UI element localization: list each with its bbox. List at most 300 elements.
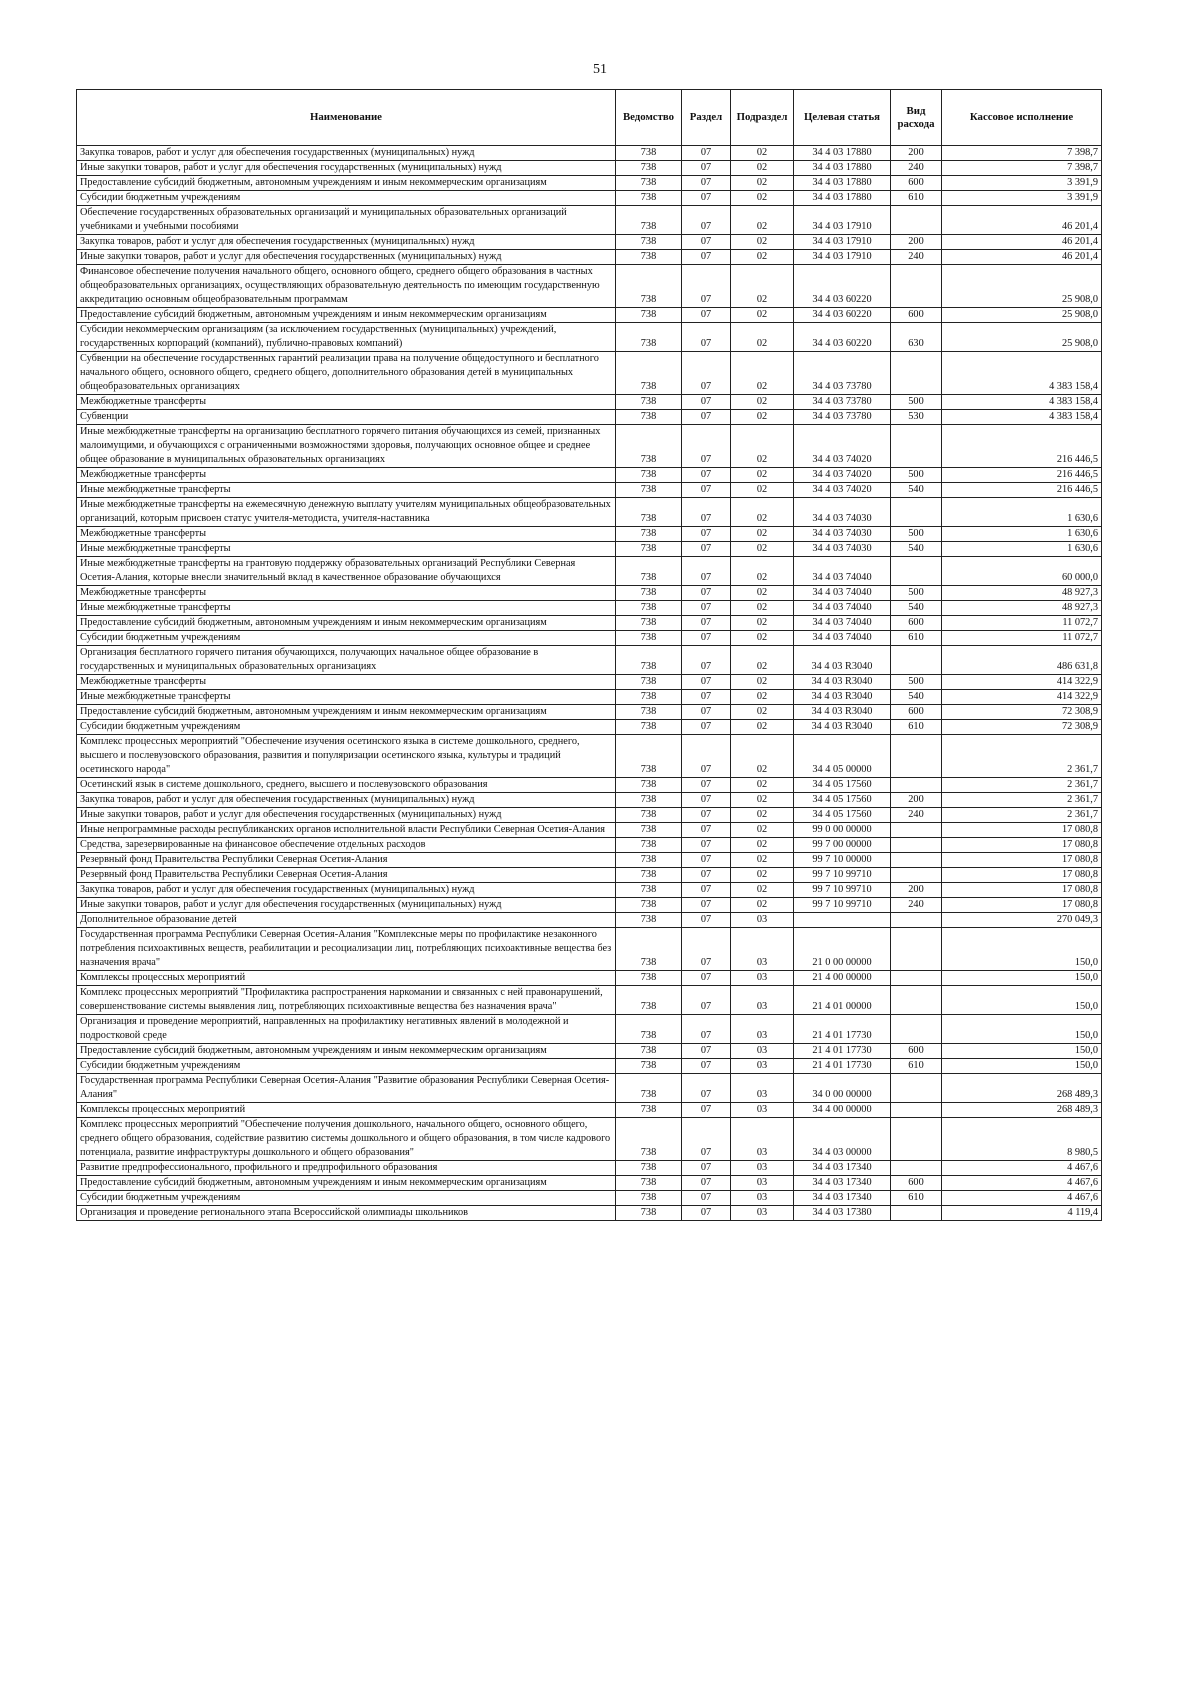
table-row bbox=[77, 161, 1102, 176]
cell-target-article: 34 4 03 17340 bbox=[794, 1176, 891, 1191]
cell-name: Предоставление субсидий бюджетным, автономным учреждениям и иным некоммерческим организациям bbox=[77, 176, 616, 191]
cell-target-article: 34 4 03 17880 bbox=[794, 176, 891, 191]
cell-cash-execution: 17 080,8 bbox=[942, 868, 1102, 883]
cell-name: Финансовое обеспечение получения начального общего, основного общего, среднего общего образования в частных общеобразовательных организациях, осуществляющих образовательную деятельность по имеющим государственную аккредитацию основным общеобразовательным программам bbox=[77, 265, 616, 308]
cell-name: Межбюджетные трансферты bbox=[77, 586, 616, 601]
cell-target-article: 34 4 03 73780 bbox=[794, 395, 891, 410]
cell-expense-type: 600 bbox=[891, 705, 942, 720]
table-row bbox=[77, 793, 1102, 808]
cell-expense-type bbox=[891, 986, 942, 1015]
table-row bbox=[77, 616, 1102, 631]
cell-expense-type: 200 bbox=[891, 883, 942, 898]
cell-target-article: 34 4 03 73780 bbox=[794, 410, 891, 425]
cell-subsection: 02 bbox=[731, 557, 794, 586]
cell-cash-execution: 150,0 bbox=[942, 1059, 1102, 1074]
cell-expense-type: 240 bbox=[891, 250, 942, 265]
cell-department: 738 bbox=[616, 913, 682, 928]
cell-cash-execution: 268 489,3 bbox=[942, 1103, 1102, 1118]
cell-expense-type: 610 bbox=[891, 1191, 942, 1206]
cell-cash-execution: 2 361,7 bbox=[942, 778, 1102, 793]
cell-target-article: 21 0 00 00000 bbox=[794, 928, 891, 971]
table-row bbox=[77, 468, 1102, 483]
cell-department: 738 bbox=[616, 1059, 682, 1074]
cell-section: 07 bbox=[682, 1118, 731, 1161]
cell-department: 738 bbox=[616, 1118, 682, 1161]
cell-expense-type: 500 bbox=[891, 468, 942, 483]
table-row bbox=[77, 690, 1102, 705]
cell-cash-execution: 150,0 bbox=[942, 971, 1102, 986]
table-row bbox=[77, 1074, 1102, 1103]
cell-department: 738 bbox=[616, 616, 682, 631]
cell-target-article: 21 4 01 17730 bbox=[794, 1059, 891, 1074]
cell-name: Закупка товаров, работ и услуг для обеспечения государственных (муниципальных) нужд bbox=[77, 235, 616, 250]
cell-target-article: 34 4 03 17880 bbox=[794, 191, 891, 206]
cell-subsection: 02 bbox=[731, 410, 794, 425]
cell-target-article: 99 7 10 00000 bbox=[794, 853, 891, 868]
cell-target-article: 34 4 03 74040 bbox=[794, 616, 891, 631]
cell-subsection: 02 bbox=[731, 483, 794, 498]
cell-expense-type bbox=[891, 1161, 942, 1176]
cell-cash-execution: 8 980,5 bbox=[942, 1118, 1102, 1161]
cell-name: Предоставление субсидий бюджетным, автономным учреждениям и иным некоммерческим организациям bbox=[77, 616, 616, 631]
cell-target-article: 34 4 03 74020 bbox=[794, 425, 891, 468]
table-row bbox=[77, 1191, 1102, 1206]
cell-target-article: 21 4 00 00000 bbox=[794, 971, 891, 986]
cell-target-article: 34 4 03 74040 bbox=[794, 557, 891, 586]
cell-section: 07 bbox=[682, 557, 731, 586]
cell-section: 07 bbox=[682, 542, 731, 557]
cell-section: 07 bbox=[682, 898, 731, 913]
cell-section: 07 bbox=[682, 1176, 731, 1191]
cell-department: 738 bbox=[616, 928, 682, 971]
cell-section: 07 bbox=[682, 1015, 731, 1044]
cell-target-article bbox=[794, 913, 891, 928]
cell-department: 738 bbox=[616, 1176, 682, 1191]
cell-expense-type: 610 bbox=[891, 191, 942, 206]
cell-subsection: 02 bbox=[731, 395, 794, 410]
cell-subsection: 02 bbox=[731, 823, 794, 838]
cell-subsection: 02 bbox=[731, 646, 794, 675]
cell-cash-execution: 4 467,6 bbox=[942, 1161, 1102, 1176]
cell-expense-type: 600 bbox=[891, 1044, 942, 1059]
cell-name: Иные закупки товаров, работ и услуг для обеспечения государственных (муниципальных) нужд bbox=[77, 898, 616, 913]
cell-name: Государственная программа Республики Северная Осетия-Алания "Развитие образования Республики Северная Осетия-Алания" bbox=[77, 1074, 616, 1103]
cell-department: 738 bbox=[616, 838, 682, 853]
cell-section: 07 bbox=[682, 1074, 731, 1103]
cell-department: 738 bbox=[616, 176, 682, 191]
cell-target-article: 34 4 05 17560 bbox=[794, 793, 891, 808]
table-row bbox=[77, 735, 1102, 778]
cell-expense-type bbox=[891, 1074, 942, 1103]
table-row bbox=[77, 928, 1102, 971]
cell-expense-type bbox=[891, 823, 942, 838]
cell-cash-execution: 4 467,6 bbox=[942, 1176, 1102, 1191]
cell-subsection: 02 bbox=[731, 586, 794, 601]
cell-cash-execution: 150,0 bbox=[942, 928, 1102, 971]
cell-subsection: 02 bbox=[731, 250, 794, 265]
cell-subsection: 03 bbox=[731, 928, 794, 971]
cell-department: 738 bbox=[616, 720, 682, 735]
cell-target-article: 99 7 10 99710 bbox=[794, 883, 891, 898]
cell-department: 738 bbox=[616, 793, 682, 808]
table-row bbox=[77, 1161, 1102, 1176]
cell-name: Иные межбюджетные трансферты bbox=[77, 690, 616, 705]
cell-subsection: 03 bbox=[731, 913, 794, 928]
cell-expense-type bbox=[891, 971, 942, 986]
cell-section: 07 bbox=[682, 1059, 731, 1074]
cell-section: 07 bbox=[682, 265, 731, 308]
cell-subsection: 03 bbox=[731, 1074, 794, 1103]
cell-cash-execution: 270 049,3 bbox=[942, 913, 1102, 928]
cell-target-article: 21 4 01 17730 bbox=[794, 1044, 891, 1059]
table-row bbox=[77, 1059, 1102, 1074]
cell-section: 07 bbox=[682, 1206, 731, 1221]
cell-subsection: 03 bbox=[731, 971, 794, 986]
cell-subsection: 02 bbox=[731, 793, 794, 808]
cell-cash-execution: 150,0 bbox=[942, 1015, 1102, 1044]
cell-department: 738 bbox=[616, 1103, 682, 1118]
header-section: Раздел bbox=[682, 90, 731, 146]
cell-department: 738 bbox=[616, 146, 682, 161]
cell-section: 07 bbox=[682, 1161, 731, 1176]
cell-subsection: 02 bbox=[731, 191, 794, 206]
table-row bbox=[77, 206, 1102, 235]
cell-department: 738 bbox=[616, 898, 682, 913]
cell-section: 07 bbox=[682, 235, 731, 250]
cell-section: 07 bbox=[682, 527, 731, 542]
cell-section: 07 bbox=[682, 735, 731, 778]
table-row bbox=[77, 823, 1102, 838]
cell-name: Межбюджетные трансферты bbox=[77, 675, 616, 690]
cell-section: 07 bbox=[682, 176, 731, 191]
cell-name: Иные межбюджетные трансферты bbox=[77, 542, 616, 557]
cell-name: Дополнительное образование детей bbox=[77, 913, 616, 928]
cell-expense-type bbox=[891, 735, 942, 778]
cell-department: 738 bbox=[616, 705, 682, 720]
table-row bbox=[77, 868, 1102, 883]
cell-subsection: 02 bbox=[731, 601, 794, 616]
cell-subsection: 02 bbox=[731, 265, 794, 308]
cell-department: 738 bbox=[616, 250, 682, 265]
cell-section: 07 bbox=[682, 808, 731, 823]
cell-subsection: 02 bbox=[731, 616, 794, 631]
cell-subsection: 02 bbox=[731, 778, 794, 793]
cell-section: 07 bbox=[682, 250, 731, 265]
cell-name: Иные межбюджетные трансферты на ежемесячную денежную выплату учителям муниципальных общеобразовательных организаций, которым присвоен статус учителя-методиста, учителя-наставника bbox=[77, 498, 616, 527]
cell-name: Межбюджетные трансферты bbox=[77, 395, 616, 410]
cell-expense-type: 540 bbox=[891, 690, 942, 705]
cell-name: Иные межбюджетные трансферты на организацию бесплатного горячего питания обучающихся из семей, признанных малоимущими, и обучающихся с ограниченными возможностями здоровья, получающих основное общее и среднее общее образование в муниципальных образовательных организациях bbox=[77, 425, 616, 468]
cell-subsection: 03 bbox=[731, 1059, 794, 1074]
header-target-article: Целевая статья bbox=[794, 90, 891, 146]
table-row bbox=[77, 1103, 1102, 1118]
cell-department: 738 bbox=[616, 1044, 682, 1059]
table-row bbox=[77, 720, 1102, 735]
cell-cash-execution: 3 391,9 bbox=[942, 176, 1102, 191]
cell-section: 07 bbox=[682, 395, 731, 410]
table-row bbox=[77, 705, 1102, 720]
cell-department: 738 bbox=[616, 425, 682, 468]
cell-name: Организация бесплатного горячего питания обучающихся, получающих начальное общее образование в государственных и муниципальных образовательных организациях bbox=[77, 646, 616, 675]
cell-name: Предоставление субсидий бюджетным, автономным учреждениям и иным некоммерческим организациям bbox=[77, 705, 616, 720]
cell-name: Иные межбюджетные трансферты на грантовую поддержку образовательных организаций Республики Северная Осетия-Алания, которые внесли значительный вклад в качественное образование обучающихся bbox=[77, 557, 616, 586]
cell-expense-type bbox=[891, 928, 942, 971]
cell-section: 07 bbox=[682, 646, 731, 675]
cell-department: 738 bbox=[616, 323, 682, 352]
table-row bbox=[77, 883, 1102, 898]
cell-department: 738 bbox=[616, 235, 682, 250]
cell-section: 07 bbox=[682, 793, 731, 808]
table-header-row bbox=[77, 90, 1102, 146]
cell-section: 07 bbox=[682, 616, 731, 631]
cell-cash-execution: 1 630,6 bbox=[942, 498, 1102, 527]
cell-subsection: 02 bbox=[731, 425, 794, 468]
cell-expense-type: 600 bbox=[891, 616, 942, 631]
cell-cash-execution: 216 446,5 bbox=[942, 468, 1102, 483]
cell-subsection: 02 bbox=[731, 705, 794, 720]
cell-target-article: 21 4 01 00000 bbox=[794, 986, 891, 1015]
cell-expense-type bbox=[891, 1118, 942, 1161]
cell-subsection: 02 bbox=[731, 498, 794, 527]
table-row bbox=[77, 1176, 1102, 1191]
table-row bbox=[77, 631, 1102, 646]
cell-section: 07 bbox=[682, 146, 731, 161]
cell-section: 07 bbox=[682, 352, 731, 395]
budget-execution-table bbox=[76, 89, 1102, 1221]
cell-department: 738 bbox=[616, 352, 682, 395]
cell-expense-type: 500 bbox=[891, 586, 942, 601]
table-row bbox=[77, 308, 1102, 323]
cell-section: 07 bbox=[682, 601, 731, 616]
cell-subsection: 03 bbox=[731, 1118, 794, 1161]
cell-section: 07 bbox=[682, 675, 731, 690]
cell-expense-type bbox=[891, 1206, 942, 1221]
table-row bbox=[77, 265, 1102, 308]
cell-section: 07 bbox=[682, 191, 731, 206]
cell-cash-execution: 2 361,7 bbox=[942, 735, 1102, 778]
cell-department: 738 bbox=[616, 601, 682, 616]
cell-cash-execution: 11 072,7 bbox=[942, 631, 1102, 646]
cell-expense-type bbox=[891, 1103, 942, 1118]
cell-expense-type bbox=[891, 853, 942, 868]
cell-department: 738 bbox=[616, 410, 682, 425]
cell-name: Резервный фонд Правительства Республики Северная Осетия-Алания bbox=[77, 868, 616, 883]
cell-expense-type: 540 bbox=[891, 542, 942, 557]
cell-target-article: 21 4 01 17730 bbox=[794, 1015, 891, 1044]
table-row bbox=[77, 176, 1102, 191]
table-body bbox=[77, 146, 1102, 1221]
table-row bbox=[77, 1044, 1102, 1059]
table-row bbox=[77, 250, 1102, 265]
cell-expense-type: 200 bbox=[891, 146, 942, 161]
cell-cash-execution: 46 201,4 bbox=[942, 235, 1102, 250]
cell-section: 07 bbox=[682, 838, 731, 853]
cell-name: Резервный фонд Правительства Республики Северная Осетия-Алания bbox=[77, 853, 616, 868]
cell-department: 738 bbox=[616, 868, 682, 883]
cell-target-article: 34 4 03 R3040 bbox=[794, 720, 891, 735]
cell-cash-execution: 17 080,8 bbox=[942, 823, 1102, 838]
table-row bbox=[77, 527, 1102, 542]
cell-cash-execution: 150,0 bbox=[942, 986, 1102, 1015]
table-row bbox=[77, 352, 1102, 395]
table-row bbox=[77, 1015, 1102, 1044]
cell-expense-type bbox=[891, 206, 942, 235]
cell-department: 738 bbox=[616, 557, 682, 586]
cell-section: 07 bbox=[682, 928, 731, 971]
cell-department: 738 bbox=[616, 586, 682, 601]
cell-target-article: 34 4 03 17340 bbox=[794, 1161, 891, 1176]
cell-subsection: 02 bbox=[731, 308, 794, 323]
cell-name: Закупка товаров, работ и услуг для обеспечения государственных (муниципальных) нужд bbox=[77, 793, 616, 808]
cell-section: 07 bbox=[682, 1103, 731, 1118]
cell-subsection: 02 bbox=[731, 206, 794, 235]
cell-cash-execution: 17 080,8 bbox=[942, 838, 1102, 853]
cell-department: 738 bbox=[616, 646, 682, 675]
cell-department: 738 bbox=[616, 206, 682, 235]
cell-cash-execution: 2 361,7 bbox=[942, 808, 1102, 823]
cell-name: Субвенции на обеспечение государственных гарантий реализации права на получение общедоступного и бесплатного начального общего, основного общего, среднего общего, дополнительного образования детей в муниципальных общеобразовательных организациях bbox=[77, 352, 616, 395]
cell-subsection: 03 bbox=[731, 986, 794, 1015]
cell-cash-execution: 3 391,9 bbox=[942, 191, 1102, 206]
table-row bbox=[77, 986, 1102, 1015]
table-row bbox=[77, 542, 1102, 557]
header-subsection: Подраздел bbox=[731, 90, 794, 146]
cell-expense-type: 600 bbox=[891, 1176, 942, 1191]
cell-cash-execution: 11 072,7 bbox=[942, 616, 1102, 631]
cell-cash-execution: 17 080,8 bbox=[942, 898, 1102, 913]
cell-target-article: 34 4 03 00000 bbox=[794, 1118, 891, 1161]
cell-cash-execution: 46 201,4 bbox=[942, 206, 1102, 235]
cell-expense-type: 540 bbox=[891, 601, 942, 616]
cell-subsection: 02 bbox=[731, 527, 794, 542]
cell-subsection: 02 bbox=[731, 898, 794, 913]
cell-expense-type: 530 bbox=[891, 410, 942, 425]
cell-target-article: 34 4 03 74020 bbox=[794, 483, 891, 498]
cell-target-article: 34 4 03 17380 bbox=[794, 1206, 891, 1221]
cell-subsection: 02 bbox=[731, 883, 794, 898]
cell-expense-type: 610 bbox=[891, 1059, 942, 1074]
cell-expense-type bbox=[891, 352, 942, 395]
cell-name: Государственная программа Республики Северная Осетия-Алания "Комплексные меры по профилактике незаконного потребления психоактивных веществ, реабилитации и ресоциализации лиц, потребляющих психоактивные вещества без назначения врача" bbox=[77, 928, 616, 971]
cell-name: Субсидии бюджетным учреждениям bbox=[77, 720, 616, 735]
cell-cash-execution: 25 908,0 bbox=[942, 323, 1102, 352]
cell-expense-type bbox=[891, 1015, 942, 1044]
cell-department: 738 bbox=[616, 690, 682, 705]
cell-department: 738 bbox=[616, 527, 682, 542]
cell-target-article: 34 4 03 73780 bbox=[794, 352, 891, 395]
cell-cash-execution: 46 201,4 bbox=[942, 250, 1102, 265]
cell-section: 07 bbox=[682, 631, 731, 646]
table-row bbox=[77, 1118, 1102, 1161]
cell-expense-type bbox=[891, 646, 942, 675]
cell-expense-type: 610 bbox=[891, 631, 942, 646]
cell-target-article: 34 4 03 60220 bbox=[794, 308, 891, 323]
cell-department: 738 bbox=[616, 971, 682, 986]
cell-department: 738 bbox=[616, 483, 682, 498]
cell-department: 738 bbox=[616, 675, 682, 690]
cell-target-article: 34 4 03 74030 bbox=[794, 527, 891, 542]
cell-section: 07 bbox=[682, 690, 731, 705]
cell-subsection: 02 bbox=[731, 468, 794, 483]
cell-cash-execution: 48 927,3 bbox=[942, 586, 1102, 601]
cell-department: 738 bbox=[616, 395, 682, 410]
cell-name: Организация и проведение регионального этапа Всероссийской олимпиады школьников bbox=[77, 1206, 616, 1221]
cell-subsection: 02 bbox=[731, 808, 794, 823]
cell-department: 738 bbox=[616, 1161, 682, 1176]
cell-department: 738 bbox=[616, 191, 682, 206]
cell-target-article: 34 4 03 17340 bbox=[794, 1191, 891, 1206]
cell-department: 738 bbox=[616, 1206, 682, 1221]
cell-cash-execution: 60 000,0 bbox=[942, 557, 1102, 586]
cell-target-article: 34 4 03 60220 bbox=[794, 323, 891, 352]
cell-expense-type: 240 bbox=[891, 161, 942, 176]
cell-subsection: 02 bbox=[731, 323, 794, 352]
table-row bbox=[77, 395, 1102, 410]
cell-target-article: 34 4 03 74030 bbox=[794, 542, 891, 557]
cell-cash-execution: 1 630,6 bbox=[942, 542, 1102, 557]
table-row bbox=[77, 601, 1102, 616]
cell-section: 07 bbox=[682, 868, 731, 883]
table-row bbox=[77, 235, 1102, 250]
cell-name: Субсидии бюджетным учреждениям bbox=[77, 1191, 616, 1206]
cell-cash-execution: 4 383 158,4 bbox=[942, 410, 1102, 425]
cell-department: 738 bbox=[616, 808, 682, 823]
cell-name: Организация и проведение мероприятий, направленных на профилактику негативных явлений в молодежной и подростковой среде bbox=[77, 1015, 616, 1044]
table-row bbox=[77, 838, 1102, 853]
cell-expense-type bbox=[891, 868, 942, 883]
cell-target-article: 99 7 00 00000 bbox=[794, 838, 891, 853]
cell-subsection: 03 bbox=[731, 1103, 794, 1118]
cell-expense-type: 610 bbox=[891, 720, 942, 735]
cell-section: 07 bbox=[682, 778, 731, 793]
cell-expense-type bbox=[891, 265, 942, 308]
cell-name: Комплекс процессных мероприятий "Обеспечение получения дошкольного, начального общего, основного общего, среднего общего образования, содействие развитию системы дошкольного и общего образования, в том числе кадрового потенциала, развитие инфраструктуры дошкольного и общего образования" bbox=[77, 1118, 616, 1161]
cell-target-article: 34 4 03 R3040 bbox=[794, 690, 891, 705]
table-row bbox=[77, 675, 1102, 690]
cell-expense-type: 240 bbox=[891, 898, 942, 913]
cell-cash-execution: 216 446,5 bbox=[942, 425, 1102, 468]
cell-section: 07 bbox=[682, 1044, 731, 1059]
table-row bbox=[77, 146, 1102, 161]
cell-section: 07 bbox=[682, 323, 731, 352]
header-cash-execution: Кассовое исполнение bbox=[942, 90, 1102, 146]
cell-expense-type bbox=[891, 498, 942, 527]
cell-cash-execution: 486 631,8 bbox=[942, 646, 1102, 675]
cell-name: Средства, зарезервированные на финансовое обеспечение отдельных расходов bbox=[77, 838, 616, 853]
cell-subsection: 03 bbox=[731, 1206, 794, 1221]
cell-cash-execution: 7 398,7 bbox=[942, 161, 1102, 176]
cell-expense-type: 630 bbox=[891, 323, 942, 352]
cell-target-article: 99 7 10 99710 bbox=[794, 868, 891, 883]
table-row bbox=[77, 425, 1102, 468]
cell-expense-type bbox=[891, 557, 942, 586]
cell-cash-execution: 17 080,8 bbox=[942, 853, 1102, 868]
cell-cash-execution: 4 383 158,4 bbox=[942, 395, 1102, 410]
cell-department: 738 bbox=[616, 883, 682, 898]
cell-target-article: 34 4 03 R3040 bbox=[794, 646, 891, 675]
cell-department: 738 bbox=[616, 823, 682, 838]
table-row bbox=[77, 323, 1102, 352]
cell-name: Закупка товаров, работ и услуг для обеспечения государственных (муниципальных) нужд bbox=[77, 146, 616, 161]
cell-target-article: 34 4 03 17910 bbox=[794, 250, 891, 265]
cell-target-article: 34 4 03 17880 bbox=[794, 161, 891, 176]
cell-name: Закупка товаров, работ и услуг для обеспечения государственных (муниципальных) нужд bbox=[77, 883, 616, 898]
table-row bbox=[77, 898, 1102, 913]
cell-subsection: 02 bbox=[731, 735, 794, 778]
page-number: 51 bbox=[593, 62, 607, 77]
cell-cash-execution: 414 322,9 bbox=[942, 690, 1102, 705]
cell-name: Субвенции bbox=[77, 410, 616, 425]
